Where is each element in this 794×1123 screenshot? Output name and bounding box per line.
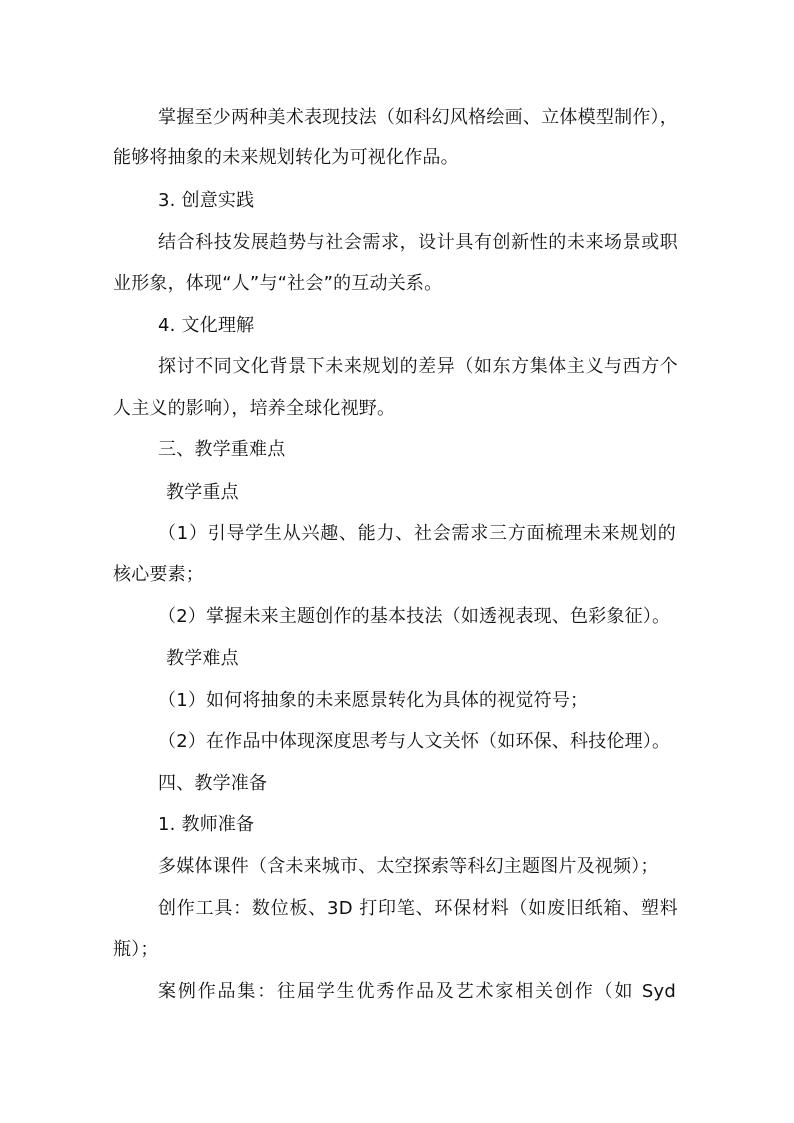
paragraph-line: 人主义的影响），培养全球化视野。 [113,398,396,419]
section-heading: 四、教学准备 [158,773,268,794]
section-heading: 三、教学重难点 [158,439,286,460]
paragraph-line: 瓶）； [113,939,159,960]
paragraph-line: （2）在作品中体现深度思考与人文关怀（如环保、科技伦理）。 [158,731,671,752]
section-heading: 4. 文化理解 [158,315,255,336]
section-heading: 1. 教师准备 [158,814,255,835]
paragraph-line: 能够将抽象的未来规划转化为可视化作品。 [113,147,459,168]
subsection-heading: 教学难点 [166,648,239,669]
paragraph-line: （1）引导学生从兴趣、能力、社会需求三方面梳理未来规划的 [158,523,676,544]
paragraph-line: 结合科技发展趋势与社会需求，设计具有创新性的未来场景或职 [158,232,678,253]
paragraph-line: 业形象，体现“人”与“社会”的互动关系。 [113,273,443,294]
paragraph-line: 掌握至少两种美术表现技法（如科幻风格绘画、立体模型制作）， [158,107,678,128]
paragraph-line: 核心要素； [113,564,204,585]
section-heading: 3. 创意实践 [158,190,255,211]
subsection-heading: 教学重点 [166,482,239,503]
paragraph-line: 多媒体课件（含未来城市、太空探索等科幻主题图片及视频）； [158,856,659,877]
paragraph-line: 探讨不同文化背景下未来规划的差异（如东方集体主义与西方个 [158,356,678,377]
paragraph-line: 创作工具：数位板、3D 打印笔、环保材料（如废旧纸箱、塑料 [158,898,678,919]
paragraph-line: （2）掌握未来主题创作的基本技法（如透视表现、色彩象征）。 [158,606,671,627]
paragraph-line: （1）如何将抽象的未来愿景转化为具体的视觉符号； [158,690,589,711]
paragraph-line: 案例作品集：往届学生优秀作品及艺术家相关创作（如 Syd [158,981,676,1002]
